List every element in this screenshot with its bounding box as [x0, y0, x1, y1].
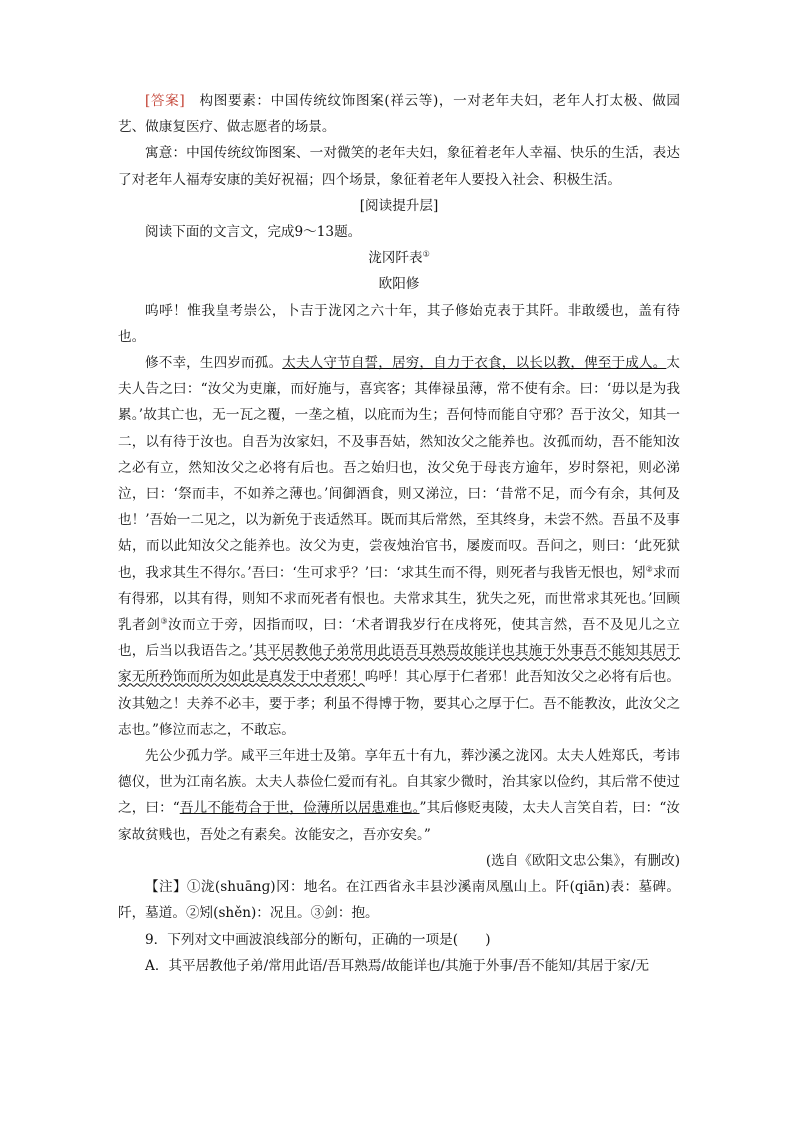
para2-d: 汝而立于旁，因指而叹，曰：‘术者谓我岁行在戌将死，使其言然，吾不及见儿之立也，后当以我语告之。’	[118, 617, 681, 660]
section-title: [阅读提升层]	[359, 197, 439, 214]
question-9-stem: 9．下列对文中画波浪线部分的断句，正确的一项是( )	[145, 931, 491, 948]
instruction: 阅读下面的文言文，完成9～13题。	[145, 224, 362, 241]
para3-a: 先公少孤力学。咸平三年进士及第。享年五十有九，葬沙溪之泷冈。太夫人姓郑氏，考讳德仪，世为江南名族。太夫人恭俭仁爱而有礼。自其家少微时，治其家以俭约，其后常不使过之，曰：“	[118, 748, 680, 817]
para2-e: 呜呼！其心厚于仁者邪！此吾知汝父之必将有后也。汝其勉之！夫养不必丰，要于孝；利虽不得博于物，要其心之厚于仁。吾不能教汝，此汝父之志也。”修泣而志之，不敢忘。	[118, 669, 680, 738]
answer-paragraph-2: 寓意：中国传统纹饰图案、一对微笑的老年夫妇，象征着老年人幸福、快乐的生活，表达了对老年人福寿安康的美好祝福；四个场景，象征着老年人要投入社会、积极生活。	[118, 145, 680, 188]
essay-author: 欧阳修	[378, 276, 420, 293]
note-marker-3: ③	[160, 616, 168, 626]
notes-tag: 【注】	[145, 879, 187, 896]
essay-source: (选自《欧阳文忠公集》，有删改)	[485, 852, 680, 869]
para2-a: 修不幸，生四岁而孤。	[145, 355, 283, 372]
answer-paragraph-1	[118, 88, 680, 140]
underlined-sentence-2: 吾儿不能苟合于世，俭薄所以居患难也。	[179, 800, 420, 817]
answer-text-1: 构图要素：中国传统纹饰图案(祥云等)，一对老年夫妇，老年人打太极、做园艺、做康复医疗、做志愿者的场景。	[118, 93, 681, 136]
para3-b: ”其后修贬夷陵，太夫人言笑自若，曰：“汝家故贫贱也，吾处之有素矣。汝能安之，吾亦安矣。”	[118, 800, 680, 843]
essay-paragraph-1: 呜呼！惟我皇考崇公，卜吉于泷冈之六十年，其子修始克表于其阡。非敢缓也，盖有待也。	[118, 302, 680, 345]
note-marker-2: ②	[645, 564, 653, 574]
essay-title	[118, 245, 680, 271]
notes-text: ①泷(shuānɡ)冈：地名。在江西省永丰县沙溪南凤凰山上。阡(qiān)表：墓碑。阡，墓道。②矧(shěn)：况且。③剑：抱。	[118, 879, 681, 922]
notes-paragraph	[118, 874, 680, 926]
answer-tag: [答案]	[145, 93, 185, 109]
essay-title-note: ①	[422, 249, 430, 259]
para2-b: 太夫人告之曰：“汝父为吏廉，而好施与，喜宾客；其俸禄虽薄，常不使有余。曰：‘毋以是为我累。’故其亡也，无一瓦之覆，一垄之植，以庇而为生；吾何恃而能自守邪？吾于汝父，知其一二，以有待于汝也。自吾为汝家妇，不及事吾姑，然知汝父之能养也。汝孤而幼，吾不能知汝之必有立，然知汝父之必将有后也。吾之始归也，汝父免于母丧方逾年，岁时祭祀，则必涕泣，曰：‘祭而丰，不如养之薄也。’间御酒食，则又涕泣，曰：‘昔常不足，而今有余，其何及也！’吾始一二见之，以为新免于丧适然耳。既而其后常然，至其终身，未尝不然。吾虽不及事姑，而以此知汝父之能养也。汝父为吏，尝夜烛治官书，屡废而叹。吾问之，则曰：‘此死狱也，我求其生不得尔。’吾曰：‘生可求乎？’曰：‘求其生而不得，则死者与我皆无恨也，矧	[118, 355, 681, 581]
essay-title-text: 泷冈阡表	[368, 250, 423, 267]
essay-paragraph-2	[118, 350, 680, 743]
underlined-sentence-1: 太夫人守节自誓，居穷，自力于衣食，以长以教，俾至于成人。	[282, 355, 667, 372]
document-page	[118, 88, 680, 979]
para2-c: 求而有得邪，以其有得，则知不求而死者有恨也。夫常求其生，犹失之死，而世常求其死也。’回顾乳者剑	[118, 564, 681, 634]
wavy-underlined-passage: 其平居教他子弟常用此语吾耳熟焉故能详也其施于外事吾不能知其居于家无所矜饰而所为如此是真发于中者邪！	[118, 643, 680, 686]
question-9-option-a: A．其平居教他子弟/常用此语/吾耳熟焉/故能详也/其施于外事/吾不能知/其居于家/无	[145, 957, 650, 974]
essay-paragraph-3	[118, 743, 680, 848]
